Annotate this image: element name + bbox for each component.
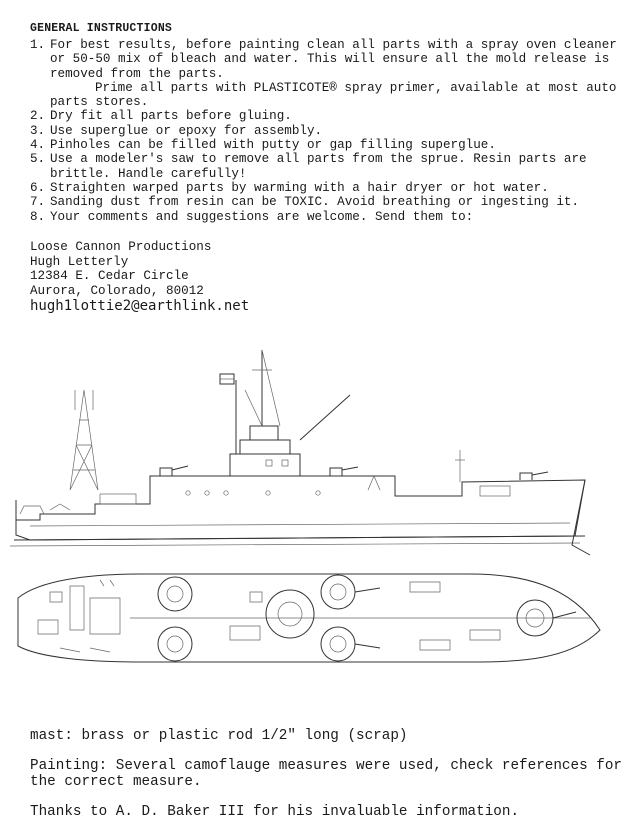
instruction-number: 6.	[30, 180, 46, 195]
instructions-heading: GENERAL INSTRUCTIONS	[30, 22, 173, 35]
instruction-line: parts stores.	[50, 95, 149, 110]
instruction-item	[30, 38, 620, 81]
instruction-number: 7.	[30, 195, 46, 210]
instruction-item	[30, 181, 620, 195]
ship-profile-view	[10, 350, 590, 555]
instruction-number: 4.	[30, 138, 46, 153]
instruction-number: 2.	[30, 109, 46, 124]
instruction-number: 3.	[30, 123, 46, 138]
ship-plan-view	[18, 574, 600, 662]
instruction-item	[30, 195, 620, 209]
instruction-item	[30, 210, 620, 224]
instruction-item	[30, 124, 620, 138]
instruction-line: Pinholes can be filled with putty or gap filling superglue.	[50, 138, 496, 153]
street-address: 12384 E. Cedar Circle	[30, 269, 189, 283]
contact-name: Hugh Letterly	[30, 254, 129, 269]
address-block	[30, 240, 249, 314]
thanks-note: Thanks to A. D. Baker III for his invaluable information.	[30, 804, 520, 820]
instruction-item	[30, 109, 620, 123]
painting-note: Painting: Several camoflauge measures were used, check references for the correct measure.	[30, 758, 622, 790]
instruction-line: Prime all parts with PLASTICOTE® spray primer, available at most auto	[95, 80, 617, 95]
instruction-item	[30, 152, 620, 181]
instructions-list	[30, 38, 620, 224]
instruction-number: 1.	[30, 38, 46, 52]
instruction-line: For best results, before painting clean all parts with a spray oven cleaner	[50, 38, 617, 52]
email-address: hugh1lottie2@earthlink.net	[30, 298, 250, 314]
company-name: Loose Cannon Productions	[30, 240, 212, 254]
instruction-line: Straighten warped parts by warming with a hair dryer or hot water.	[50, 180, 549, 195]
city-state-zip: Aurora, Colorado, 80012	[30, 283, 204, 298]
instruction-line: brittle. Handle carefully!	[50, 166, 247, 181]
instruction-line: Use a modeler's saw to remove all parts from the sprue. Resin parts are	[50, 152, 587, 167]
instruction-number: 5.	[30, 152, 46, 167]
instruction-line: Use superglue or epoxy for assembly.	[50, 123, 323, 138]
instruction-line: Sanding dust from resin can be TOXIC. Avoid breathing or ingesting it.	[50, 195, 580, 210]
instruction-line: or 50-50 mix of bleach and water. This will ensure all the mold release is	[50, 52, 610, 67]
instruction-line: Your comments and suggestions are welcome. Send them to:	[50, 209, 474, 224]
instruction-number: 8.	[30, 209, 46, 224]
instruction-item	[30, 81, 620, 110]
ship-drawing	[0, 330, 640, 670]
mast-note: mast: brass or plastic rod 1/2" long (scrap)	[30, 728, 408, 744]
instruction-item	[30, 138, 620, 152]
instruction-line: removed from the parts.	[50, 66, 224, 81]
instruction-line: Dry fit all parts before gluing.	[50, 109, 292, 124]
